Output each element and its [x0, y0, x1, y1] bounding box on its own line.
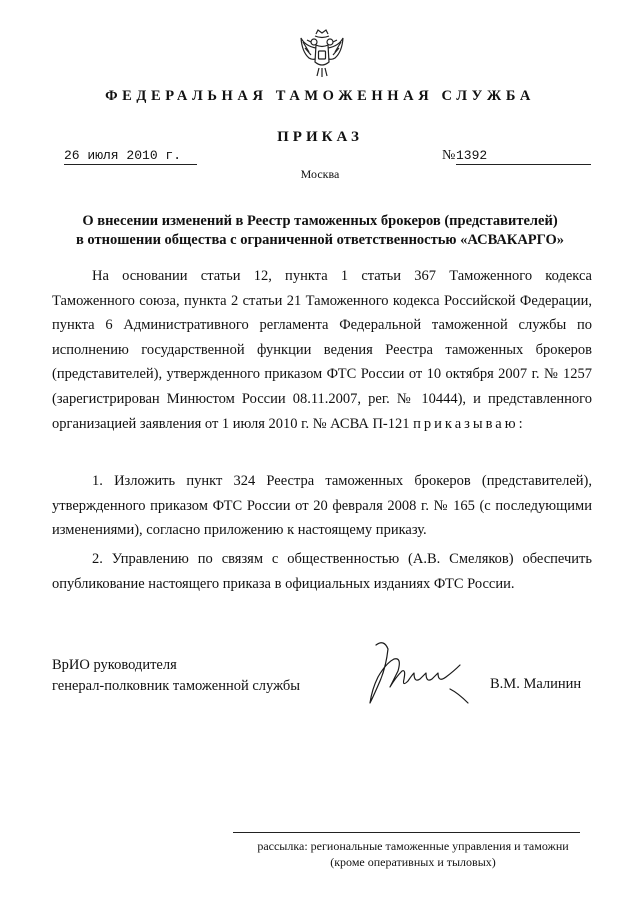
title-line-1: О внесении изменений в Реестр таможенных брокеров (представителей) [82, 213, 558, 229]
item-2-text: 2. Управлению по связям с общественностью (А.В. Смеляков) обеспечить опубликование настоящего приказа в официальных изданиях ФТС России. [52, 551, 592, 592]
paragraph-item-1 [52, 469, 592, 543]
distribution-line-1: рассылка: региональные таможенные управления и таможни [257, 839, 569, 853]
signatory-name: В.М. Малинин [490, 676, 582, 692]
paragraph-basis [52, 264, 592, 436]
signatory-position [52, 655, 300, 697]
agency-name: ФЕДЕРАЛЬНАЯ ТАМОЖЕННАЯ СЛУЖБА [105, 88, 535, 104]
distribution-rule [233, 832, 580, 833]
order-number: 1392 [456, 148, 591, 165]
paragraph-item-2 [52, 547, 592, 596]
signature-icon [362, 637, 477, 717]
city: Москва [300, 167, 340, 181]
order-phrase: приказываю: [413, 415, 526, 432]
basis-text: На основании статьи 12, пункта 1 статьи 367 Таможенного кодекса Таможенного союза, пункта 2 статьи 21 Таможенного кодекса Российской Федерации, пункта 6 Административного регламента Федеральной таможенной службы по исполнению государственной функции ведения Реестра таможенных брокеров (представителей), утвержденного приказом ФТС России от 10 октября 2007 г. № 1257 (зарегистрирован Минюстом России 08.11.2007, рег. № 10444), и представленного организацией заявления от 1 июля 2010 г. № АСВА П-121 [52, 268, 592, 432]
item-1-text: 1. Изложить пункт 324 Реестра таможенных брокеров (представителей), утвержденного приказом ФТС России от 20 февраля 2008 г. № 165 (с последующими изменениями), согласно приложению к настоящему приказу. [52, 473, 592, 539]
title-line-2: в отношении общества с ограниченной ответственностью «АСВАКАРГО» [75, 232, 565, 248]
order-title [40, 212, 600, 250]
distribution-list [233, 838, 593, 870]
document-type: ПРИКАЗ [277, 129, 363, 145]
position-line-1: ВрИО руководителя [52, 657, 177, 673]
emblem-icon [299, 28, 345, 82]
position-line-2: генерал-полковник таможенной службы [52, 678, 301, 694]
order-number-label: № [442, 148, 456, 163]
order-date: 26 июля 2010 г. [64, 148, 197, 165]
distribution-line-2: (кроме оперативных и тыловых) [330, 855, 496, 869]
